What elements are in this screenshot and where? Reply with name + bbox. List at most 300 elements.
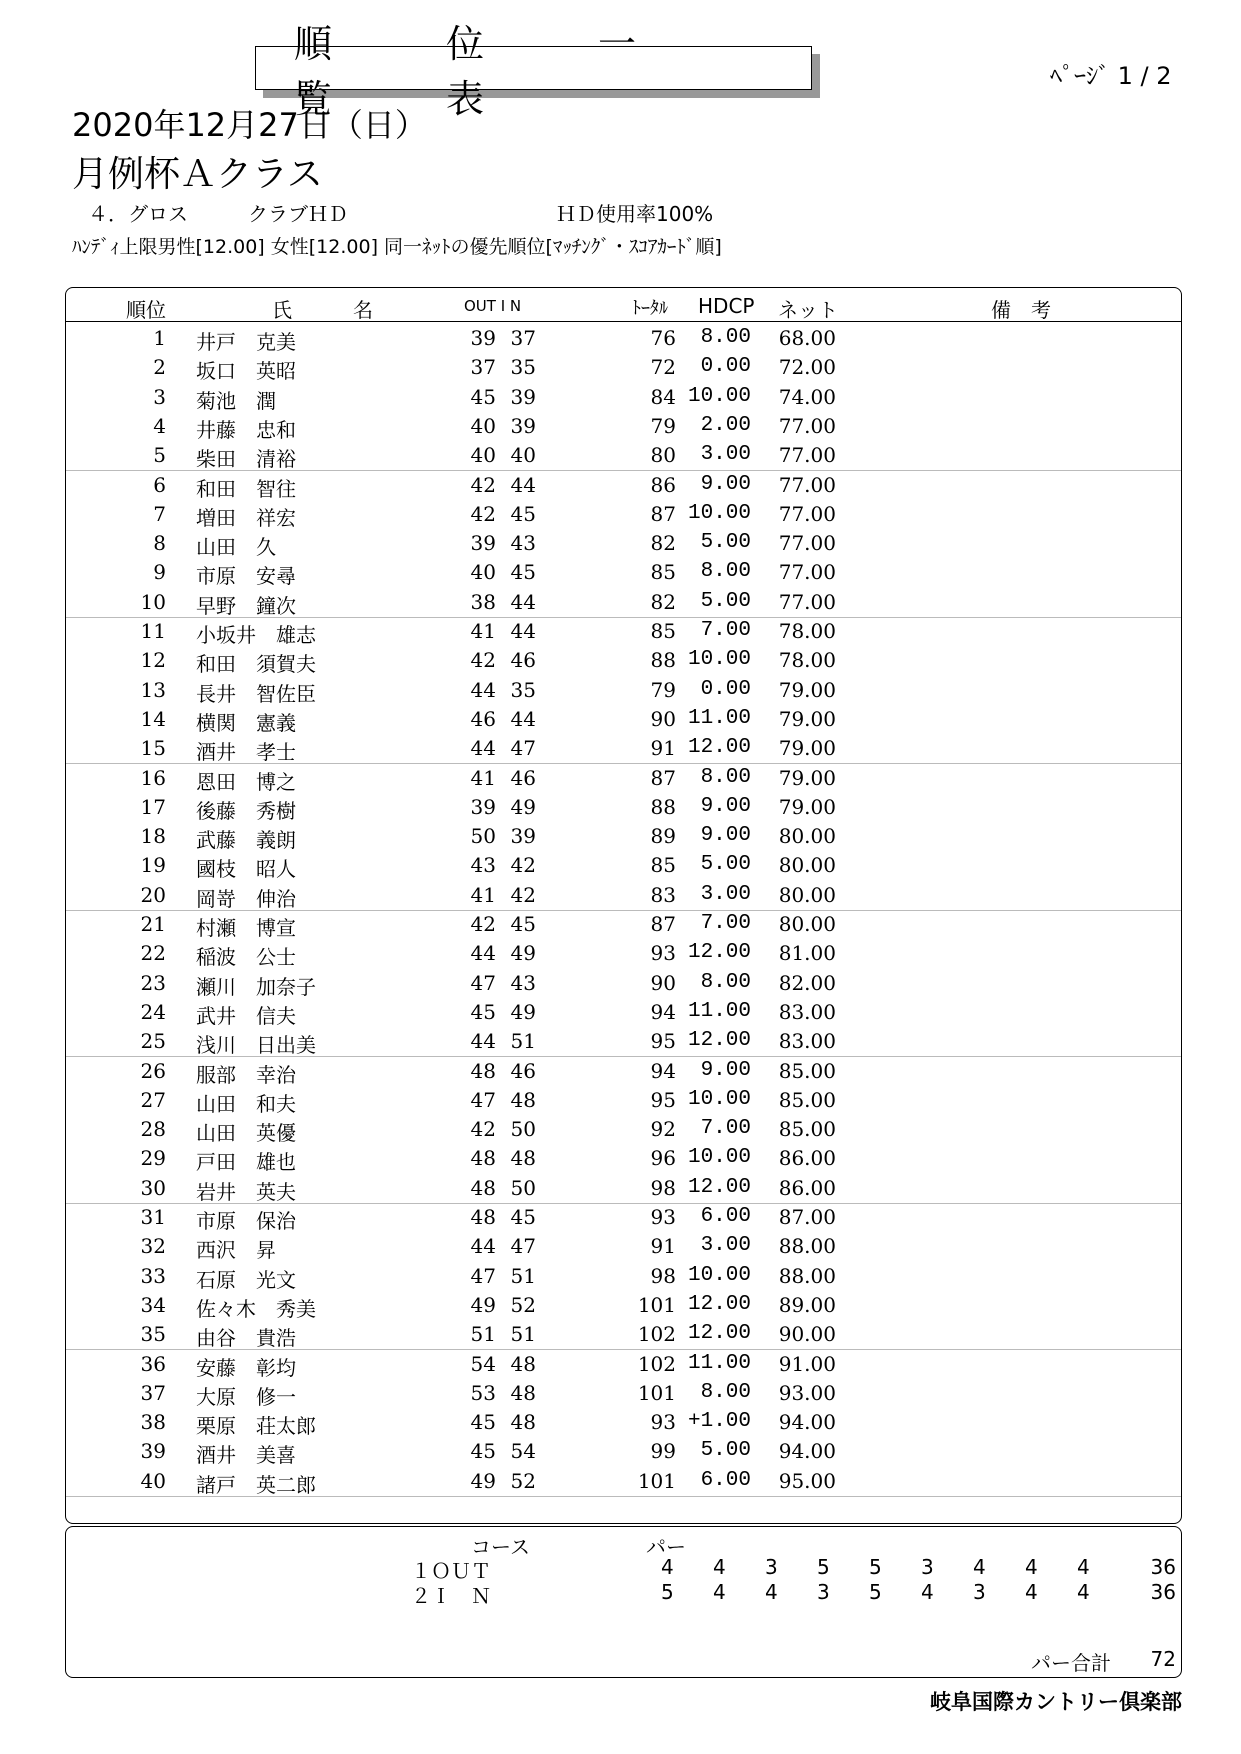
in-cell: 45 [510,1205,536,1229]
in-cell: 48 [510,1380,536,1405]
total-cell: 101 [637,1292,676,1317]
hdcp-cell: 12.00 [687,1029,751,1053]
out-cell: 49 [470,1468,496,1493]
hole-par: 3 [817,1580,830,1604]
total-cell: 93 [650,1205,676,1229]
table-row [66,412,1181,441]
out-cell: 40 [470,443,496,468]
hdcp-cell: 7.00 [700,619,751,642]
out-cell: 47 [470,970,496,995]
rank-cell: 19 [140,853,166,878]
name-cell: 武井 信夫 [196,1003,296,1028]
event-date: 2020年12月27日（日） [72,106,427,144]
out-cell: 39 [470,794,496,819]
hdcp-cell: 9.00 [700,472,751,496]
rank-cell: 5 [153,443,166,468]
hdcp-cell: 10.00 [687,648,751,672]
out-cell: 44 [470,1234,496,1259]
club-name: 岐阜国際カントリー倶楽部 [930,1690,1182,1714]
name-cell: 早野 鐘次 [196,593,296,618]
net-cell: 82.00 [778,970,836,995]
net-cell: 77.00 [778,589,836,614]
net-cell: 85.00 [778,1087,836,1112]
name-cell: 岡嵜 伸治 [196,886,296,911]
col-remarks: 備 考 [991,298,1051,322]
hdcp-cell: 7.00 [700,912,751,935]
rank-cell: 40 [140,1468,166,1493]
rank-cell: 16 [140,765,166,790]
total-cell: 87 [650,501,676,526]
in-cell: 47 [510,1234,536,1259]
rank-cell: 33 [140,1263,166,1288]
table-row [66,1350,1181,1379]
in-cell: 42 [510,853,536,878]
total-cell: 93 [650,1410,676,1435]
total-cell: 98 [650,1263,676,1288]
hdcp-cell: 9.00 [700,1058,751,1082]
total-cell: 85 [650,619,676,643]
rank-cell: 12 [140,648,166,673]
hole-par: 3 [973,1580,986,1604]
net-cell: 86.00 [778,1146,836,1171]
par-label: パー [646,1535,686,1559]
out-cell: 48 [470,1058,496,1083]
par-total-value: 72 [1150,1647,1176,1671]
net-cell: 79.00 [778,794,836,819]
in-cell: 49 [510,999,536,1024]
table-row [66,910,1181,939]
rank-cell: 2 [153,355,166,380]
table-row [66,1379,1181,1408]
net-cell: 77.00 [778,560,836,585]
hdcp-cell: 5.00 [700,1439,751,1463]
table-row [66,998,1181,1027]
hd-rate: ＨＤ使用率100% [556,202,714,226]
rank-cell: 21 [140,912,166,936]
par-total-label: パー合計 [1031,1651,1111,1675]
rank-cell: 39 [140,1439,166,1464]
name-cell: 稲波 公士 [196,945,296,970]
net-cell: 94.00 [778,1410,836,1435]
total-cell: 85 [650,560,676,585]
hdcp-cell: 10.00 [687,384,751,408]
out-cell: 43 [470,853,496,878]
total-cell: 93 [650,941,676,966]
name-cell: 安藤 彰均 [196,1355,296,1380]
out-cell: 41 [470,882,496,907]
name-cell: 恩田 博之 [196,769,296,794]
name-cell: 市原 安尋 [196,564,296,589]
net-cell: 79.00 [778,765,836,790]
rank-cell: 38 [140,1410,166,1435]
rank-cell: 13 [140,677,166,702]
net-cell: 80.00 [778,882,836,907]
out-cell: 42 [470,648,496,673]
hdcp-cell: 12.00 [687,941,751,965]
rank-cell: 26 [140,1058,166,1083]
in-cell: 44 [510,619,536,643]
rank-cell: 3 [153,384,166,409]
course-par-total: 36 [1150,1555,1176,1579]
total-cell: 82 [650,589,676,614]
handicap-rule: ﾊﾝﾃﾞｨ上限男性[12.00] 女性[12.00] 同一ﾈｯﾄの優先順位[ﾏｯﾁﾝｸﾞ・ｽｺｱｶｰﾄﾞ順] [72,236,722,258]
out-cell: 44 [470,677,496,702]
hdcp-cell: 8.00 [700,765,751,789]
col-rank: 順位 [126,298,166,322]
col-out-in: OUT I N [464,297,522,315]
net-cell: 77.00 [778,531,836,556]
net-cell: 79.00 [778,677,836,702]
out-cell: 48 [470,1175,496,1200]
table-row [66,1027,1181,1057]
in-cell: 48 [510,1146,536,1171]
total-cell: 92 [650,1117,676,1142]
hdcp-cell: 11.00 [687,999,751,1023]
hdcp-cell: 5.00 [700,531,751,555]
hdcp-cell: 5.00 [700,853,751,877]
out-cell: 44 [470,1029,496,1054]
total-cell: 95 [650,1087,676,1112]
table-row [66,1174,1181,1204]
rank-cell: 27 [140,1087,166,1112]
table-row [66,1115,1181,1144]
course-name: ２Ｉ Ｎ [411,1584,491,1608]
format-label: ４．グロス [88,202,188,226]
out-cell: 47 [470,1087,496,1112]
name-cell: 小坂井 雄志 [196,623,316,647]
hdcp-cell: 3.00 [700,443,751,467]
hole-par: 5 [869,1555,882,1579]
in-cell: 51 [510,1029,536,1054]
in-cell: 39 [510,824,536,849]
name-cell: 岩井 英夫 [196,1179,296,1204]
net-cell: 81.00 [778,941,836,966]
in-cell: 46 [510,1058,536,1083]
net-cell: 77.00 [778,501,836,526]
name-cell: 服部 幸治 [196,1062,296,1087]
out-cell: 42 [470,1117,496,1142]
in-cell: 43 [510,970,536,995]
rank-cell: 31 [140,1205,166,1229]
rank-cell: 20 [140,882,166,907]
hdcp-cell: 9.00 [700,824,751,848]
table-row [66,676,1181,705]
net-cell: 77.00 [778,472,836,497]
rank-cell: 15 [140,736,166,761]
in-cell: 48 [510,1351,536,1376]
net-cell: 77.00 [778,443,836,468]
hdcp-cell: 5.00 [700,589,751,613]
out-cell: 47 [470,1263,496,1288]
out-cell: 44 [470,941,496,966]
rank-cell: 7 [153,501,166,526]
net-cell: 79.00 [778,706,836,731]
net-cell: 91.00 [778,1351,836,1376]
net-cell: 90.00 [778,1322,836,1347]
in-cell: 37 [510,326,536,350]
name-cell: 和田 須賀夫 [196,652,316,677]
course-name: １ＯＵＴ [411,1559,491,1583]
total-cell: 79 [650,413,676,438]
in-cell: 48 [510,1087,536,1112]
course-box [65,1526,1182,1678]
table-row [66,1320,1181,1350]
net-cell: 88.00 [778,1263,836,1288]
name-cell: 山田 英優 [196,1121,296,1146]
hole-par: 4 [1077,1580,1090,1604]
name-cell: 後藤 秀樹 [196,798,296,823]
net-cell: 93.00 [778,1380,836,1405]
name-cell: 坂口 英昭 [196,359,296,384]
in-cell: 45 [510,501,536,526]
out-cell: 42 [470,912,496,936]
table-row [66,939,1181,968]
table-row [66,1144,1181,1173]
net-cell: 68.00 [778,326,836,350]
name-cell: 市原 保治 [196,1209,296,1233]
hole-par: 5 [661,1580,674,1604]
name-cell: 西沢 昇 [196,1238,276,1263]
table-row [66,1262,1181,1291]
total-cell: 87 [650,765,676,790]
total-cell: 99 [650,1439,676,1464]
table-row [66,1232,1181,1261]
net-cell: 74.00 [778,384,836,409]
in-cell: 52 [510,1292,536,1317]
name-cell: 井戸 克美 [196,330,296,354]
col-net: ネット [778,298,838,322]
table-row [66,1057,1181,1086]
total-cell: 90 [650,970,676,995]
out-cell: 48 [470,1205,496,1229]
rank-cell: 36 [140,1351,166,1376]
in-cell: 43 [510,531,536,556]
total-cell: 88 [650,794,676,819]
hole-par: 4 [973,1555,986,1579]
net-cell: 86.00 [778,1175,836,1200]
net-cell: 78.00 [778,619,836,643]
rank-cell: 28 [140,1117,166,1142]
table-row [66,734,1181,764]
out-cell: 42 [470,501,496,526]
total-cell: 83 [650,882,676,907]
out-cell: 45 [470,384,496,409]
name-cell: 山田 久 [196,535,276,560]
rank-cell: 32 [140,1234,166,1259]
name-cell: 和田 智往 [196,476,296,501]
in-cell: 42 [510,882,536,907]
rank-cell: 35 [140,1322,166,1347]
out-cell: 44 [470,736,496,761]
hdcp-cell: 10.00 [687,1263,751,1287]
table-row [66,1203,1181,1232]
out-cell: 42 [470,472,496,497]
total-cell: 76 [650,326,676,350]
total-cell: 102 [637,1322,676,1347]
out-cell: 38 [470,589,496,614]
out-cell: 41 [470,619,496,643]
table-row [66,1086,1181,1115]
rank-cell: 29 [140,1146,166,1171]
in-cell: 44 [510,589,536,614]
table-row [66,383,1181,412]
total-cell: 94 [650,999,676,1024]
in-cell: 54 [510,1439,536,1464]
total-cell: 79 [650,677,676,702]
in-cell: 44 [510,472,536,497]
total-cell: 91 [650,1234,676,1259]
rank-cell: 34 [140,1292,166,1317]
rank-cell: 1 [153,326,166,350]
net-cell: 79.00 [778,736,836,761]
total-cell: 85 [650,853,676,878]
name-cell: 菊池 潤 [196,388,276,413]
out-cell: 37 [470,355,496,380]
out-cell: 46 [470,706,496,731]
hole-par: 3 [921,1555,934,1579]
total-cell: 88 [650,648,676,673]
handicap-type: クラブＨＤ [248,202,348,226]
hdcp-cell: 10.00 [687,1146,751,1170]
col-hdcp: HDCP [698,294,755,318]
event-name: 月例杯Ａクラス [72,154,323,195]
hole-par: 4 [1025,1555,1038,1579]
in-cell: 48 [510,1410,536,1435]
net-cell: 89.00 [778,1292,836,1317]
name-cell: 井藤 忠和 [196,417,296,442]
col-total: ﾄｰﾀﾙ [632,298,668,319]
hdcp-cell: 0.00 [700,355,751,379]
name-cell: 戸田 雄也 [196,1150,296,1175]
name-cell: 浅川 日出美 [196,1033,316,1058]
hole-par: 4 [1025,1580,1038,1604]
hdcp-cell: 8.00 [700,1380,751,1404]
hdcp-cell: 11.00 [687,1351,751,1375]
hdcp-cell: 9.00 [700,794,751,818]
hdcp-cell: 7.00 [700,1117,751,1141]
in-cell: 40 [510,443,536,468]
hole-par: 5 [869,1580,882,1604]
in-cell: 39 [510,413,536,438]
rank-cell: 22 [140,941,166,966]
table-row [66,1291,1181,1320]
table-row [66,1437,1181,1466]
in-cell: 46 [510,648,536,673]
in-cell: 35 [510,677,536,702]
hdcp-cell: 3.00 [700,882,751,906]
hdcp-cell: 12.00 [687,1322,751,1346]
name-cell: 柴田 清裕 [196,447,296,472]
rank-cell: 17 [140,794,166,819]
hdcp-cell: 6.00 [700,1468,751,1492]
hdcp-cell: 3.00 [700,1234,751,1258]
rank-cell: 6 [153,472,166,497]
table-row [66,646,1181,675]
title-box [255,22,812,121]
in-cell: 45 [510,560,536,585]
table-row [66,529,1181,558]
total-cell: 82 [650,531,676,556]
table-row [66,793,1181,822]
table-row [66,471,1181,500]
net-cell: 83.00 [778,1029,836,1054]
net-cell: 80.00 [778,853,836,878]
table-row [66,588,1181,618]
total-cell: 95 [650,1029,676,1054]
table-row [66,324,1181,353]
out-cell: 48 [470,1146,496,1171]
net-cell: 85.00 [778,1058,836,1083]
in-cell: 49 [510,941,536,966]
hole-par: 4 [1077,1555,1090,1579]
rank-cell: 25 [140,1029,166,1054]
table-row [66,441,1181,471]
net-cell: 78.00 [778,648,836,673]
table-row [66,881,1181,911]
hdcp-cell: 10.00 [687,501,751,525]
in-cell: 51 [510,1263,536,1288]
table-row [66,500,1181,529]
results-table [65,287,1182,1524]
name-cell: 横関 憲義 [196,710,296,735]
in-cell: 39 [510,384,536,409]
name-cell: 酒井 美喜 [196,1443,296,1468]
hole-par: 4 [713,1555,726,1579]
net-cell: 95.00 [778,1468,836,1493]
in-cell: 35 [510,355,536,380]
rank-cell: 11 [140,619,166,643]
total-cell: 101 [637,1380,676,1405]
out-cell: 50 [470,824,496,849]
rank-cell: 10 [140,589,166,614]
total-cell: 98 [650,1175,676,1200]
total-cell: 91 [650,736,676,761]
in-cell: 49 [510,794,536,819]
hdcp-cell: 12.00 [687,1292,751,1316]
hdcp-cell: 8.00 [700,560,751,584]
name-cell: 諸戸 英二郎 [196,1472,316,1497]
name-cell: 大原 修一 [196,1384,296,1409]
total-cell: 102 [637,1351,676,1376]
total-cell: 80 [650,443,676,468]
hole-par: 3 [765,1555,778,1579]
total-cell: 84 [650,384,676,409]
name-cell: 山田 和夫 [196,1091,296,1116]
total-cell: 96 [650,1146,676,1171]
name-cell: 石原 光文 [196,1267,296,1292]
rank-cell: 4 [153,413,166,438]
in-cell: 52 [510,1468,536,1493]
in-cell: 45 [510,912,536,936]
table-row [66,353,1181,382]
name-cell: 村瀬 博宣 [196,916,296,940]
rank-cell: 23 [140,970,166,995]
net-cell: 94.00 [778,1439,836,1464]
total-cell: 94 [650,1058,676,1083]
rank-cell: 14 [140,706,166,731]
name-cell: 武藤 義朗 [196,828,296,853]
hdcp-cell: 12.00 [687,1175,751,1199]
table-header [66,288,1181,322]
hole-par: 5 [817,1555,830,1579]
rank-cell: 30 [140,1175,166,1200]
hdcp-cell: 8.00 [700,326,751,349]
rank-cell: 9 [153,560,166,585]
table-row [66,1467,1181,1497]
hdcp-cell: 12.00 [687,736,751,760]
in-cell: 46 [510,765,536,790]
out-cell: 39 [470,326,496,350]
